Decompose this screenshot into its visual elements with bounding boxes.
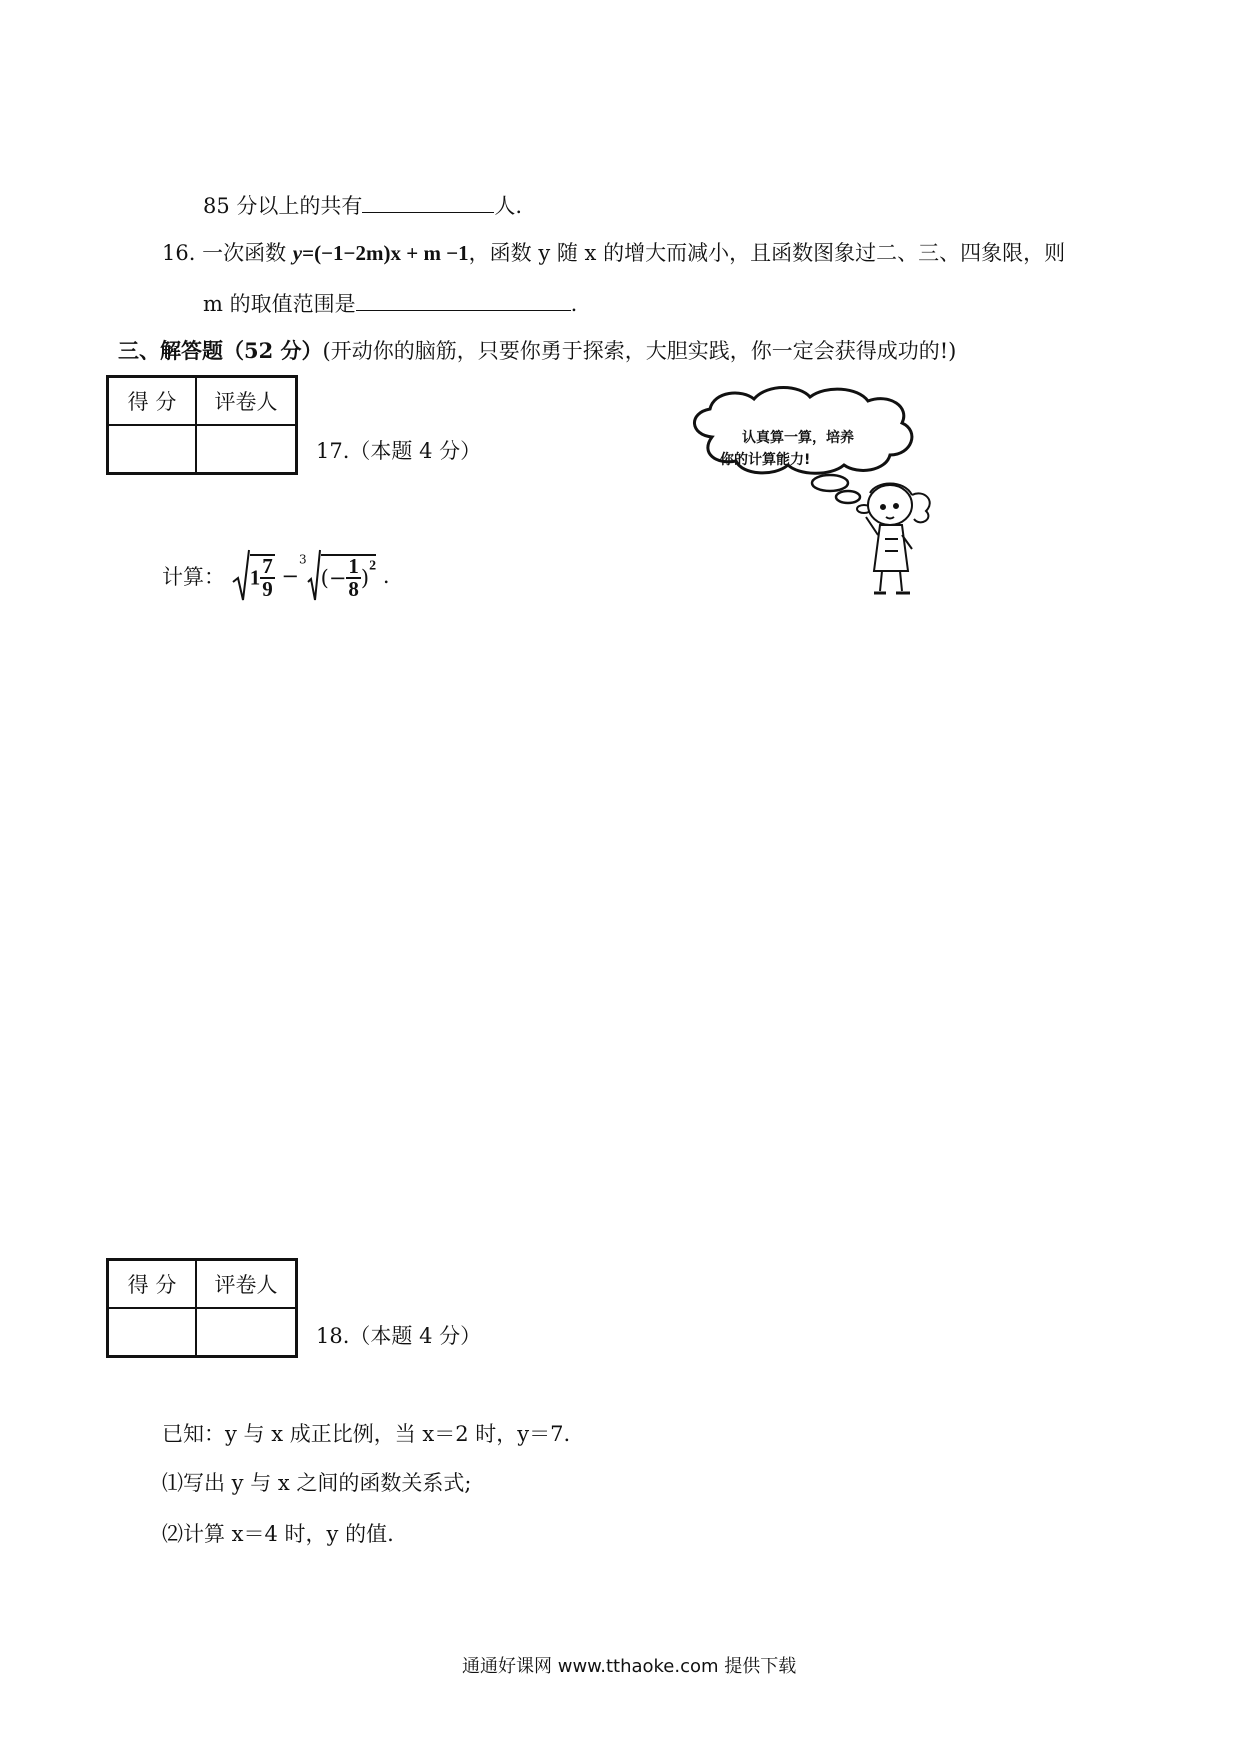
q17-frac2-num: 1 (348, 554, 359, 578)
q17-frac1 (260, 556, 275, 600)
q16-line2-text: m 的取值范围是 (203, 292, 356, 316)
q15-text: 85 分以上的共有 (203, 194, 363, 218)
cbrt-index: 3 (298, 552, 307, 567)
q18-label: 18.（本题 4 分） (316, 1324, 482, 1348)
q18-given: 已知：y 与 x 成正比例，当 x＝2 时，y＝7. (162, 1422, 571, 1446)
q18-part2: ⑵计算 x＝4 时，y 的值. (162, 1522, 394, 1546)
section3-subtitle: (开动你的脑筋，只要你勇于探索，大胆实践，你一定会获得成功的!) (322, 339, 957, 363)
q15-tail (203, 190, 522, 220)
score-table-q18 (106, 1258, 298, 1358)
answer-blank-q15[interactable] (362, 190, 494, 213)
girl-figure-icon (866, 484, 930, 594)
q16-eq-y: y (292, 241, 303, 265)
section3-heading (118, 335, 956, 365)
score-header: 得 分 (108, 1260, 197, 1309)
bubble-line-2: 你的计算能力! (720, 452, 811, 468)
q16-after: ，函数 y 随 x 的增大而减小，且函数图象过二、三、四象限，则 (468, 241, 1066, 265)
answer-blank-q16[interactable] (356, 288, 571, 311)
q17-calc-label: 计算： (162, 565, 225, 589)
sqrt-radicand (250, 554, 275, 600)
section3-title: 三、解答题（52 分） (118, 338, 323, 363)
score-header: 得 分 (108, 377, 197, 426)
sqrt-radical-sign (232, 548, 250, 604)
cbrt-radicand (321, 554, 377, 600)
grader-cell[interactable] (196, 1308, 297, 1357)
grader-header: 评卷人 (196, 377, 297, 426)
q16-line2 (203, 288, 577, 318)
bubble-text (720, 427, 854, 471)
grader-header: 评卷人 (196, 1260, 297, 1309)
q17-whole: 1 (249, 565, 261, 590)
q16-equation (293, 241, 469, 265)
q17-frac1-num: 7 (262, 554, 273, 578)
q17-end: . (382, 564, 390, 588)
q17-exponent: 2 (369, 558, 377, 574)
q16-number: 16. (162, 241, 196, 265)
q16-line2-suffix: . (570, 292, 578, 316)
q17-paren-open: (− (320, 566, 347, 590)
grader-cell[interactable] (196, 425, 297, 474)
q18-part1: ⑴写出 y 与 x 之间的函数关系式; (162, 1471, 472, 1495)
q17-label: 17.（本题 4 分） (316, 439, 482, 463)
q17-frac1-den: 9 (262, 577, 273, 601)
q17-minus: − (281, 564, 299, 588)
q17-expression (162, 548, 390, 604)
score-table-q17 (106, 375, 298, 475)
q16-eq-rest: =(−1−2m)x + m −1 (302, 241, 469, 265)
page-footer: 通通好课网 www.tthaoke.com 提供下载 (462, 1656, 797, 1677)
q15-suffix: 人. (494, 194, 523, 218)
q17-paren-close: ) (360, 566, 370, 590)
cbrt-radical-sign (307, 548, 321, 604)
score-cell[interactable] (108, 1308, 197, 1357)
q16-line1 (162, 237, 1065, 267)
cartoon-illustration (680, 385, 955, 605)
q16-lead: 一次函数 (202, 241, 287, 265)
bubble-line-1: 认真算一算，培养 (742, 430, 854, 446)
q17-frac2-den: 8 (348, 577, 359, 601)
q17-frac2 (346, 556, 361, 600)
score-cell[interactable] (108, 425, 197, 474)
